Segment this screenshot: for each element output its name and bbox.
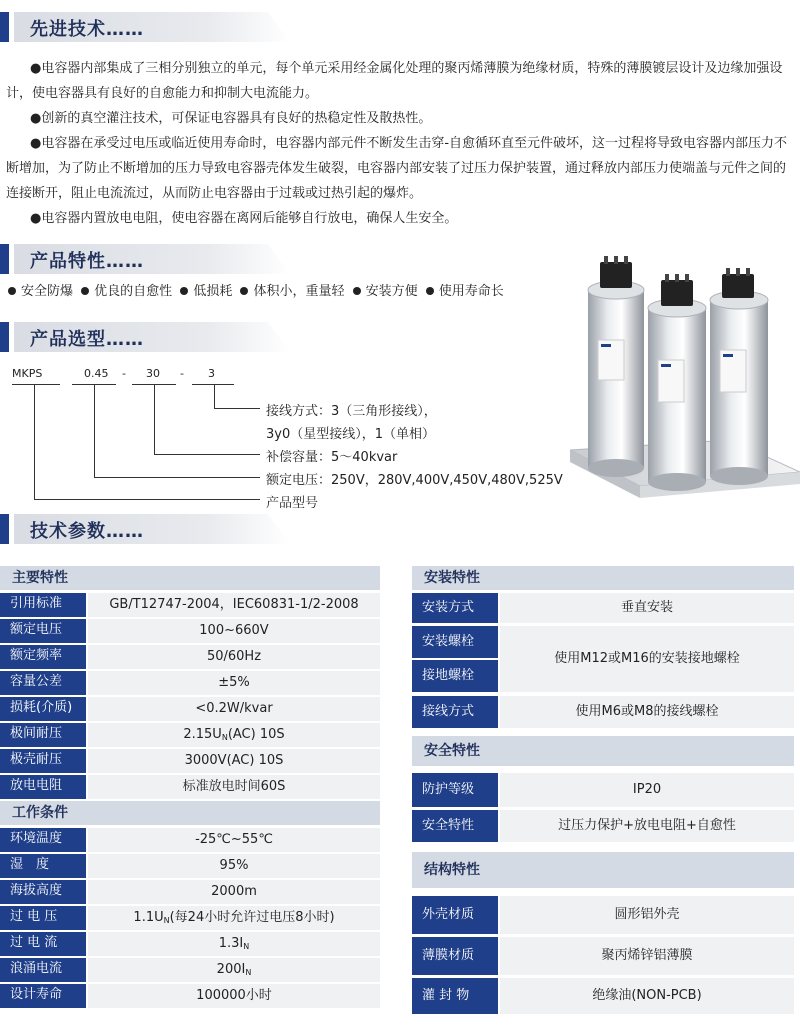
row-label: 极间耐压 — [0, 723, 86, 747]
tech-paragraph-4: ●电容器内置放电电阻，使电容器在离网后能够自行放电，确保人生安全。 — [30, 211, 458, 226]
row-label: 安装螺栓 — [412, 626, 498, 658]
value-subscript: N — [245, 968, 252, 977]
bullet-icon — [240, 287, 248, 295]
row-label: 湿 度 — [0, 854, 86, 878]
section-title: 先进技术…… — [30, 19, 144, 40]
connector-line — [154, 454, 260, 455]
connector-line — [94, 385, 95, 478]
capacitor-product-image — [570, 250, 800, 515]
row-label: 安装方式 — [412, 593, 498, 623]
wiring-desc: 接线方式：3（三角形接线）， — [266, 404, 437, 419]
row-label: 容量公差 — [0, 671, 86, 695]
value-rest: (每24小时允许过电压8小时) — [169, 910, 335, 925]
underline — [12, 384, 60, 385]
row-label: 安全特性 — [412, 810, 498, 842]
row-label: 接地螺栓 — [412, 660, 498, 692]
tech-paragraphs — [6, 56, 796, 231]
bullet-icon — [81, 287, 89, 295]
row-label: 放电电阻 — [0, 775, 86, 799]
row-label: 外壳材质 — [412, 896, 498, 934]
tech-paragraph-3: ●电容器在承受过电压或临近使用寿命时，电容器内部元件不断发生击穿-自愈循环直至元件破坏，这一过程将导致电容器内部压力不断增加，为了防止不断增加的压力导致电容器壳体发生破裂，电容器内部安装了过压力保护装置，通过释放内部压力使端盖与元件之间的连接断开，阻止电流流过，从而防止电容器由于过载或过热引起的爆炸。 — [6, 136, 788, 201]
value-subscript: N — [221, 733, 228, 742]
row-value: 绝缘油(NON-PCB) — [500, 978, 794, 1014]
section-header-selection — [0, 322, 290, 352]
section-header-features — [0, 244, 290, 274]
feature-item: 安装方便 — [365, 284, 418, 299]
capacitor-cylinder — [648, 274, 706, 491]
main-specs-table — [0, 566, 380, 1016]
section-header-params — [0, 514, 290, 544]
row-label: 过 电 流 — [0, 932, 86, 956]
row-value — [88, 932, 380, 956]
capacity-desc: 补偿容量：5～40kvar — [266, 450, 398, 465]
row-label: 过 电 压 — [0, 906, 86, 930]
model-code-diagram — [0, 360, 600, 510]
value-main: 1.3I — [218, 936, 244, 951]
row-value: GB/T12747-2004，IEC60831-1/2-2008 — [88, 593, 380, 617]
value-main: 1.1U — [133, 910, 164, 925]
group-header: 工作条件 — [0, 801, 380, 825]
row-value: ±5% — [88, 671, 380, 695]
row-value: 100~660V — [88, 619, 380, 643]
row-value: 100000小时 — [88, 984, 380, 1008]
section-title: 产品特性…… — [30, 251, 144, 272]
value-rest: (AC) 10S — [227, 727, 285, 742]
section-header-tech — [0, 12, 290, 42]
install-specs-table — [412, 566, 794, 1016]
row-value: IP20 — [500, 773, 794, 807]
value-main: 2.15U — [183, 727, 222, 742]
model-code-dash: - — [122, 367, 126, 380]
model-code-prefix: MKPS — [12, 367, 43, 380]
feature-item: 安全防爆 — [21, 284, 74, 299]
row-label: 接线方式 — [412, 696, 498, 728]
row-label: 引用标准 — [0, 593, 86, 617]
value-subscript: N — [243, 942, 250, 951]
row-value: 使用M12或M16的安装接地螺栓 — [500, 626, 794, 692]
row-label: 额定频率 — [0, 645, 86, 669]
row-value: 过压力保护+放电电阻+自愈性 — [500, 810, 794, 842]
header-bar — [0, 244, 9, 274]
model-code-capacity: 30 — [146, 367, 160, 380]
connector-line — [214, 385, 215, 409]
group-header: 安全特性 — [412, 736, 794, 766]
row-label: 浪涌电流 — [0, 958, 86, 982]
row-label: 薄膜材质 — [412, 937, 498, 975]
row-label: 额定电压 — [0, 619, 86, 643]
model-code-wiring: 3 — [208, 367, 215, 380]
row-label: 防护等级 — [412, 773, 498, 807]
feature-item: 低损耗 — [193, 284, 233, 299]
bullet-icon — [180, 287, 188, 295]
header-bar — [0, 12, 9, 42]
row-value — [88, 723, 380, 747]
bullet-icon — [353, 287, 361, 295]
row-value: 垂直安装 — [500, 593, 794, 623]
row-value: 使用M6或M8的接线螺栓 — [500, 696, 794, 728]
row-label: 设计寿命 — [0, 984, 86, 1008]
value-subscript: N — [163, 916, 170, 925]
connector-line — [214, 408, 260, 409]
row-value: 2000m — [88, 880, 380, 904]
tech-paragraph-1: ●电容器内部集成了三相分别独立的单元，每个单元采用经金属化处理的聚丙烯薄膜为绝缘材质，特殊的薄膜镀层设计及边缘加强设计，使电容器具有良好的自愈能力和抑制大电流能力。 — [6, 61, 783, 101]
row-value — [88, 958, 380, 982]
wiring-desc-cont: 3y0（星型接线），1（单相） — [266, 427, 436, 442]
capacitor-cylinder — [710, 268, 768, 485]
header-bar — [0, 514, 9, 544]
model-desc: 产品型号 — [266, 496, 319, 511]
row-value: 50/60Hz — [88, 645, 380, 669]
feature-item: 体积小，重量轻 — [253, 284, 345, 299]
group-header: 主要特性 — [0, 566, 380, 590]
header-bar — [0, 322, 9, 352]
feature-item: 使用寿命长 — [438, 284, 504, 299]
tech-paragraph-2: ●创新的真空灌注技术，可保证电容器具有良好的热稳定性及散热性。 — [30, 111, 432, 126]
row-label: 海拔高度 — [0, 880, 86, 904]
connector-line — [154, 385, 155, 455]
capacitor-cylinder — [588, 256, 644, 477]
section-title: 产品选型…… — [30, 329, 144, 350]
bullet-icon — [426, 287, 434, 295]
row-label: 极壳耐压 — [0, 749, 86, 773]
row-value — [88, 906, 380, 930]
feature-list — [4, 280, 504, 299]
row-value: 圆形铝外壳 — [500, 896, 794, 934]
voltage-desc: 额定电压：250V，280V,400V,450V,480V,525V — [266, 473, 563, 488]
row-value: -25℃~55℃ — [88, 828, 380, 852]
bullet-icon — [8, 287, 16, 295]
section-title: 技术参数…… — [30, 521, 144, 542]
connector-line — [94, 477, 260, 478]
connector-line — [34, 385, 35, 500]
row-label: 环境温度 — [0, 828, 86, 852]
row-label: 损耗(介质) — [0, 697, 86, 721]
row-value: 聚丙烯锌铝薄膜 — [500, 937, 794, 975]
row-value: 3000V(AC) 10S — [88, 749, 380, 773]
model-code-voltage: 0.45 — [84, 367, 109, 380]
group-header: 结构特性 — [412, 852, 794, 888]
value-main: 200I — [216, 962, 246, 977]
underline — [192, 384, 234, 385]
connector-line — [34, 499, 260, 500]
row-label: 灌 封 物 — [412, 978, 498, 1014]
row-value: 标准放电时间60S — [88, 775, 380, 799]
group-header: 安装特性 — [412, 566, 794, 590]
row-value: <0.2W/kvar — [88, 697, 380, 721]
feature-item: 优良的自愈性 — [94, 284, 173, 299]
model-code-dash: - — [180, 367, 184, 380]
row-value: 95% — [88, 854, 380, 878]
